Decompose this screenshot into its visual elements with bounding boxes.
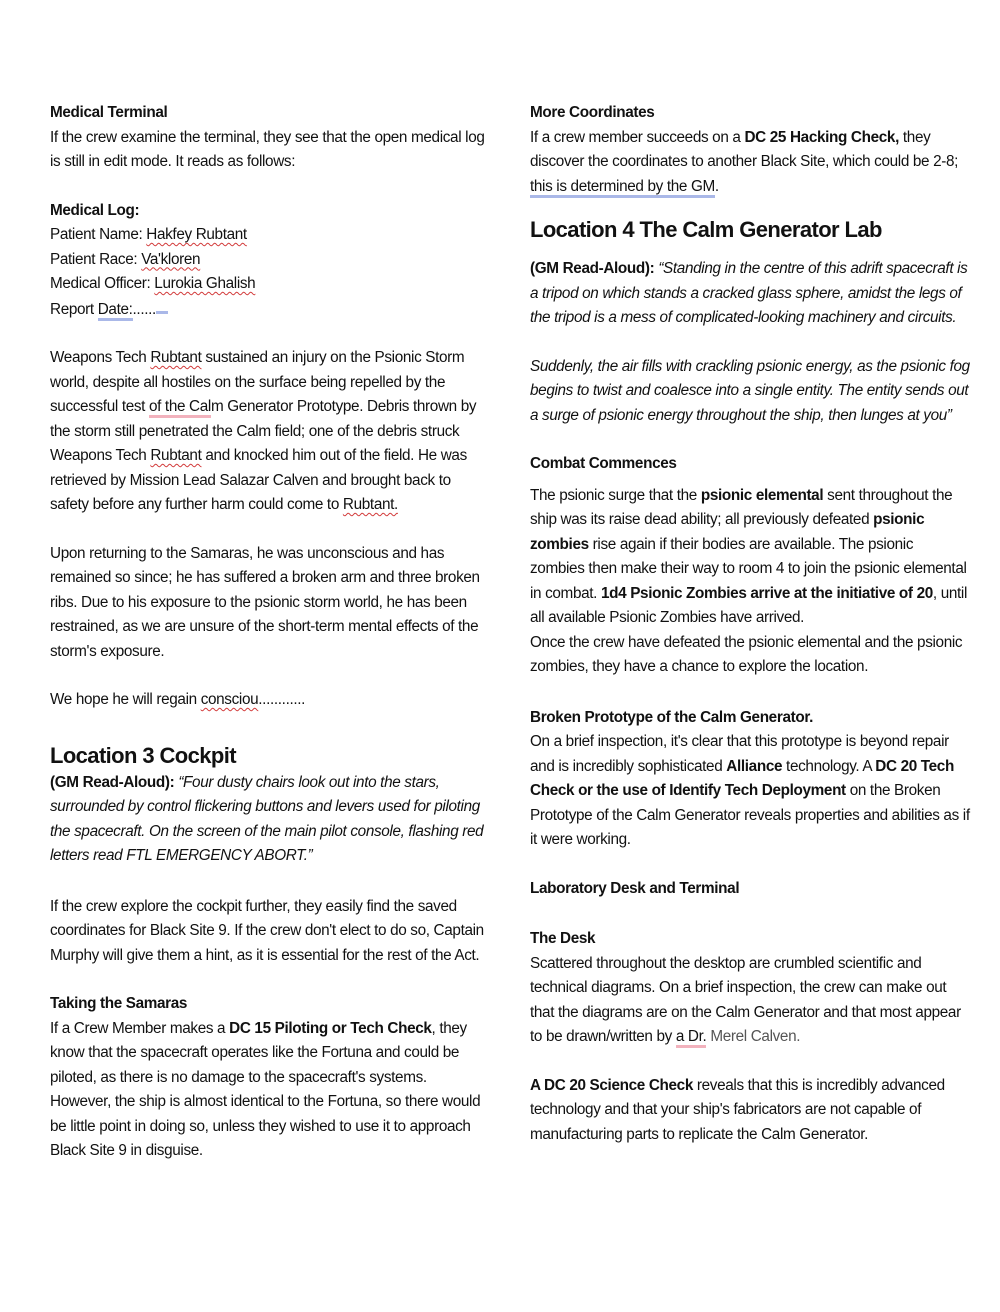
read-aloud-text: “Standing in the centre of this adrift spacecraft is a tripod on which stands a cracked glass sphere, amidst the legs of the tripod is a mess of complicated-looking machinery and circuits. [530,260,968,326]
text-run: and knocked him out of the field. He was retrieved by Mission Lead Salazar Calven and brought back to safety before any further harm could come to [50,447,467,513]
taking-samaras-heading: Taking the Samaras [50,995,188,1012]
highlighted-text: of the Cal [149,398,211,418]
piloting-check: DC 15 Piloting or Tech Check [229,1019,432,1037]
combat-heading: Combat Commences [530,455,677,472]
text-run: We hope he will regain [50,691,201,708]
text-run: Weapons Tech [50,349,151,366]
taking-samaras-text [50,1017,490,1164]
text-run: m Generator Prototype. Debris thrown by the storm still penetrated the Calm field; one of the debris struck Weapons Tech [50,398,477,464]
patient-race-value: Va'kloren [141,250,201,268]
text-run: If a Crew Member makes a [50,1019,230,1037]
combat-text-2: Once the crew have defeated the psionic elemental and the psionic zombies, they have a chance to explore the location. [530,633,963,675]
text-run: , they know that the spacecraft operates like the Fortuna and could be piloted, as there is no damage to the spacecraft's systems. However, the ship is almost identical to the Fortuna, so there would be little point in doing so, unless they wished to use it to approach Black Site 9 in disguise. [50,1019,481,1159]
truncated-word: consciou [200,691,259,708]
psionic-zombies: psionic zombies [530,511,925,553]
the-desk-heading: The Desk [530,930,596,947]
highlighted-text: this is determined by the GM [530,178,715,198]
highlighted-text: a Dr. [676,1028,707,1048]
location-3-heading: Location 3 Cockpit [50,742,236,768]
location-4-heading: Location 4 The Calm Generator Lab [530,217,882,242]
report-date-line [50,297,490,323]
hacking-check: DC 25 Hacking Check, [744,128,899,146]
patient-name-value: Hakfey Rubtant [146,226,247,243]
text-run: sent throughout the ship was its raise dead ability; all previously defeated [530,486,953,528]
text-run: rise again if their bodies are available. The psionic zombies then make their way to room 4 to join the psionic elemental in combat. [530,535,967,602]
location-4-read-aloud-2: Suddenly, the air fills with crackling psionic energy, as the psionic fog begins to twist and coalesce into a single entity. The entity sends out a surge of psionic energy throughout the ship, then lunges at you” [530,357,970,424]
patient-race-label: Patient Race: [50,250,142,268]
right-column [530,101,970,1147]
medical-officer-line [50,272,490,297]
medical-terminal-heading: Medical Terminal [50,104,168,121]
hope-paragraph [50,688,490,713]
science-check-text [530,1074,970,1148]
more-coordinates-heading: More Coordinates [530,104,655,121]
name-rubtant: Rubtant [150,447,202,464]
text-run: . [714,177,719,195]
gm-read-aloud-label: (GM Read-Aloud): [50,773,175,791]
text-run: The psionic surge that the [530,486,701,504]
combat-text [530,484,970,631]
report-date-dots: ...... [132,300,156,318]
patient-name-label: Patient Name: [50,226,147,243]
left-column [50,101,490,1164]
name-rubtant: Rubtant [150,349,202,366]
gm-read-aloud-label: (GM Read-Aloud): [530,260,655,277]
name-rubtant: Rubtant. [342,496,398,513]
condition-paragraph: Upon returning to the Samaras, he was unconscious and has remained so since; he has suffered a broken arm and three broken ribs. Due to his exposure to the psionic storm world, he has been restrained, as we are unsure of the short-term mental effects of the storm's exposure. [50,544,480,660]
medical-officer-value: Lurokia Ghalish [154,275,256,292]
injury-paragraph [50,346,490,518]
text-run: If a crew member succeeds on a [530,128,745,146]
patient-race-line [50,248,490,273]
lab-desk-heading: Laboratory Desk and Terminal [530,879,740,897]
broken-prototype-heading: Broken Prototype of the Calm Generator. [530,708,813,726]
text-run: Merel Calven. [706,1028,801,1045]
medical-terminal-text: If the crew examine the terminal, they see that the open medical log is still in edit mode. It reads as follows: [50,128,485,170]
text-run: on the Broken Prototype of the Calm Generator reveals properties and abilities as if it were working. [530,782,970,848]
more-coordinates-text [530,126,970,200]
broken-prototype-text [530,730,970,853]
psionic-elemental: psionic elemental [700,486,824,504]
text-run: , until all available Psionic Zombies have arrived. [530,584,968,626]
cockpit-paragraph: If the crew explore the cockpit further, they easily find the saved coordinates for Black Site 9. If the crew don't elect to do so, Captain Murphy will give them a hint, as it is essential for the rest of the Act. [50,897,484,964]
the-desk-text [530,952,970,1050]
medical-log-heading: Medical Log: [50,201,140,219]
text-run: sustained an injury on the Psionic Storm world, despite all hostiles on the surface being repelled by the successful test [50,349,465,415]
report-date-word: Date: [98,301,133,321]
text-run: Scattered throughout the desktop are crumbled scientific and technical diagrams. On a brief inspection, the crew can make out that the diagrams are on the Calm Generator and that most appear to be drawn/written by [530,954,961,1045]
report-date-label: Report [50,300,98,318]
patient-name-line [50,223,490,248]
location-4-read-aloud [530,257,970,331]
text-run: they discover the coordinates to another Black Site, which could be 2-8; [530,128,959,170]
read-aloud-text: “Four dusty chairs look out into the stars, surrounded by control flickering buttons and levers used for piloting the spacecraft. On the screen of the main pilot console, flashing red letters read FTL EMERGENCY ABORT.” [50,773,484,864]
science-check: A DC 20 Science Check [530,1076,693,1094]
report-date-cursor [156,297,168,314]
trailing-dots: ............ [258,691,306,708]
tech-check: DC 20 Tech Check or the use of Identify Tech Deployment [530,757,954,799]
medical-officer-label: Medical Officer: [50,275,155,292]
text-run: On a brief inspection, it's clear that this prototype is beyond repair and is incredibly sophisticated [530,733,949,775]
text-run: technology. A [782,757,876,775]
alliance: Alliance [726,757,783,775]
zombie-arrival: 1d4 Psionic Zombies arrive at the initiative of 20 [600,584,933,602]
text-run: reveals that this is incredibly advanced technology and that your ship's fabricators are not capable of manufacturing parts to replicate the Calm Generator. [530,1076,945,1143]
location-3-read-aloud [50,771,490,869]
